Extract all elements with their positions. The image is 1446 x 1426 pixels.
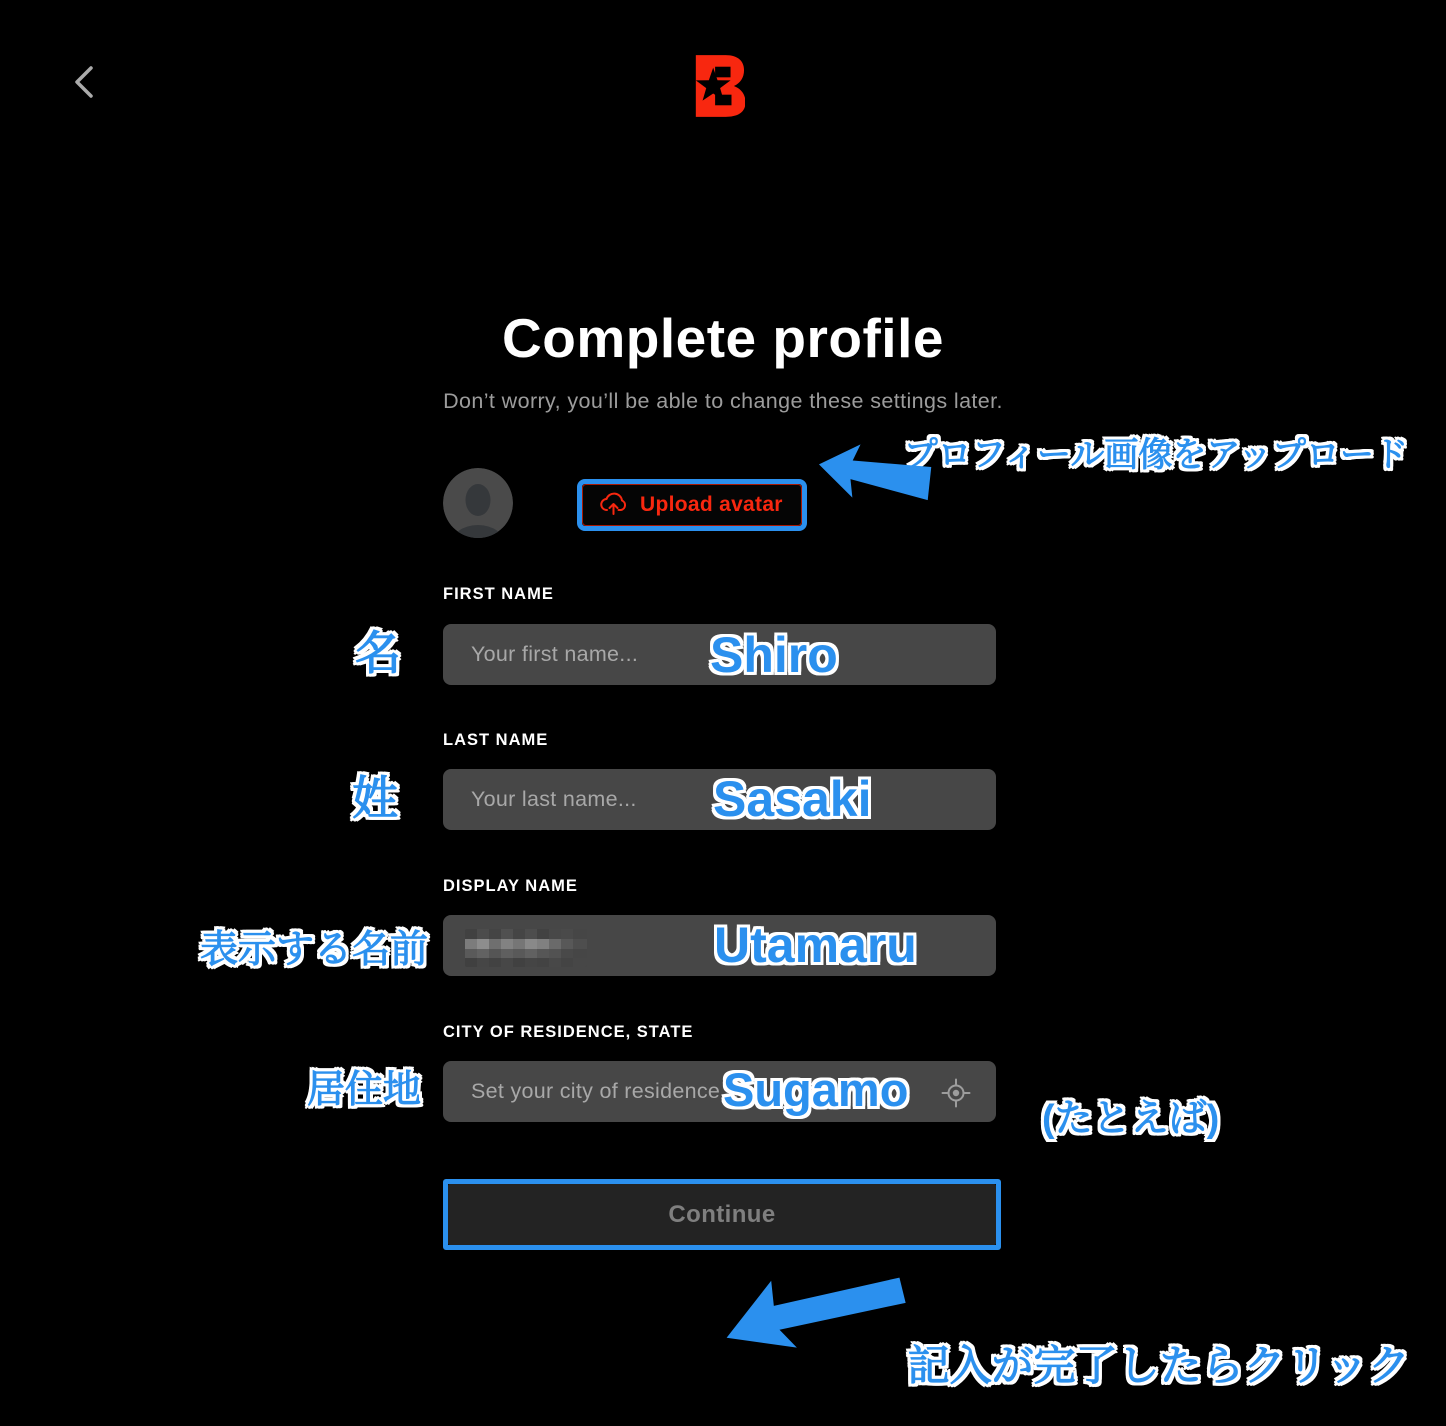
beatstars-logo-icon bbox=[691, 54, 745, 118]
upload-avatar-annotation-box bbox=[577, 479, 807, 531]
annotation-sample-first-name: Shiro bbox=[710, 627, 838, 683]
last-name-label: LAST NAME bbox=[443, 731, 549, 749]
annotation-sample-display-name: Utamaru bbox=[714, 917, 917, 973]
cloud-upload-icon bbox=[599, 492, 629, 517]
annotation-example-note-jp: (たとえば) bbox=[1042, 1098, 1220, 1140]
continue-button[interactable]: Continue bbox=[448, 1184, 996, 1245]
annotation-continue-note-jp: 記入が完了したらクリック bbox=[907, 1342, 1410, 1389]
person-icon bbox=[443, 468, 513, 538]
annotation-sample-last-name: Sasaki bbox=[713, 771, 872, 827]
upload-avatar-label: Upload avatar bbox=[640, 492, 783, 516]
redacted-display-name-value bbox=[465, 929, 587, 967]
back-button[interactable] bbox=[64, 60, 106, 104]
annotation-upload-note-jp: プロフィール画像をアップロード bbox=[903, 436, 1408, 474]
annotation-city-jp: 居住地 bbox=[307, 1069, 422, 1111]
upload-avatar-button[interactable] bbox=[582, 484, 802, 526]
arrow-to-continue-button-icon bbox=[705, 1230, 919, 1381]
avatar-placeholder bbox=[443, 468, 513, 538]
first-name-label: FIRST NAME bbox=[443, 585, 554, 603]
annotation-sample-city: Sugamo bbox=[723, 1063, 909, 1116]
chevron-left-icon bbox=[64, 60, 106, 104]
city-label: CITY OF RESIDENCE, STATE bbox=[443, 1023, 694, 1041]
page-title: Complete profile bbox=[502, 307, 944, 369]
continue-annotation-box bbox=[443, 1179, 1001, 1250]
display-name-label: DISPLAY NAME bbox=[443, 877, 578, 895]
annotation-first-name-jp: 名 bbox=[355, 627, 401, 679]
city-input[interactable] bbox=[443, 1061, 996, 1122]
annotation-last-name-jp: 姓 bbox=[352, 772, 398, 824]
page-subtitle: Don’t worry, you’ll be able to change these settings later. bbox=[443, 389, 1003, 413]
locate-crosshair-icon[interactable] bbox=[941, 1078, 971, 1108]
annotation-display-name-jp: 表示する名前 bbox=[200, 929, 429, 971]
